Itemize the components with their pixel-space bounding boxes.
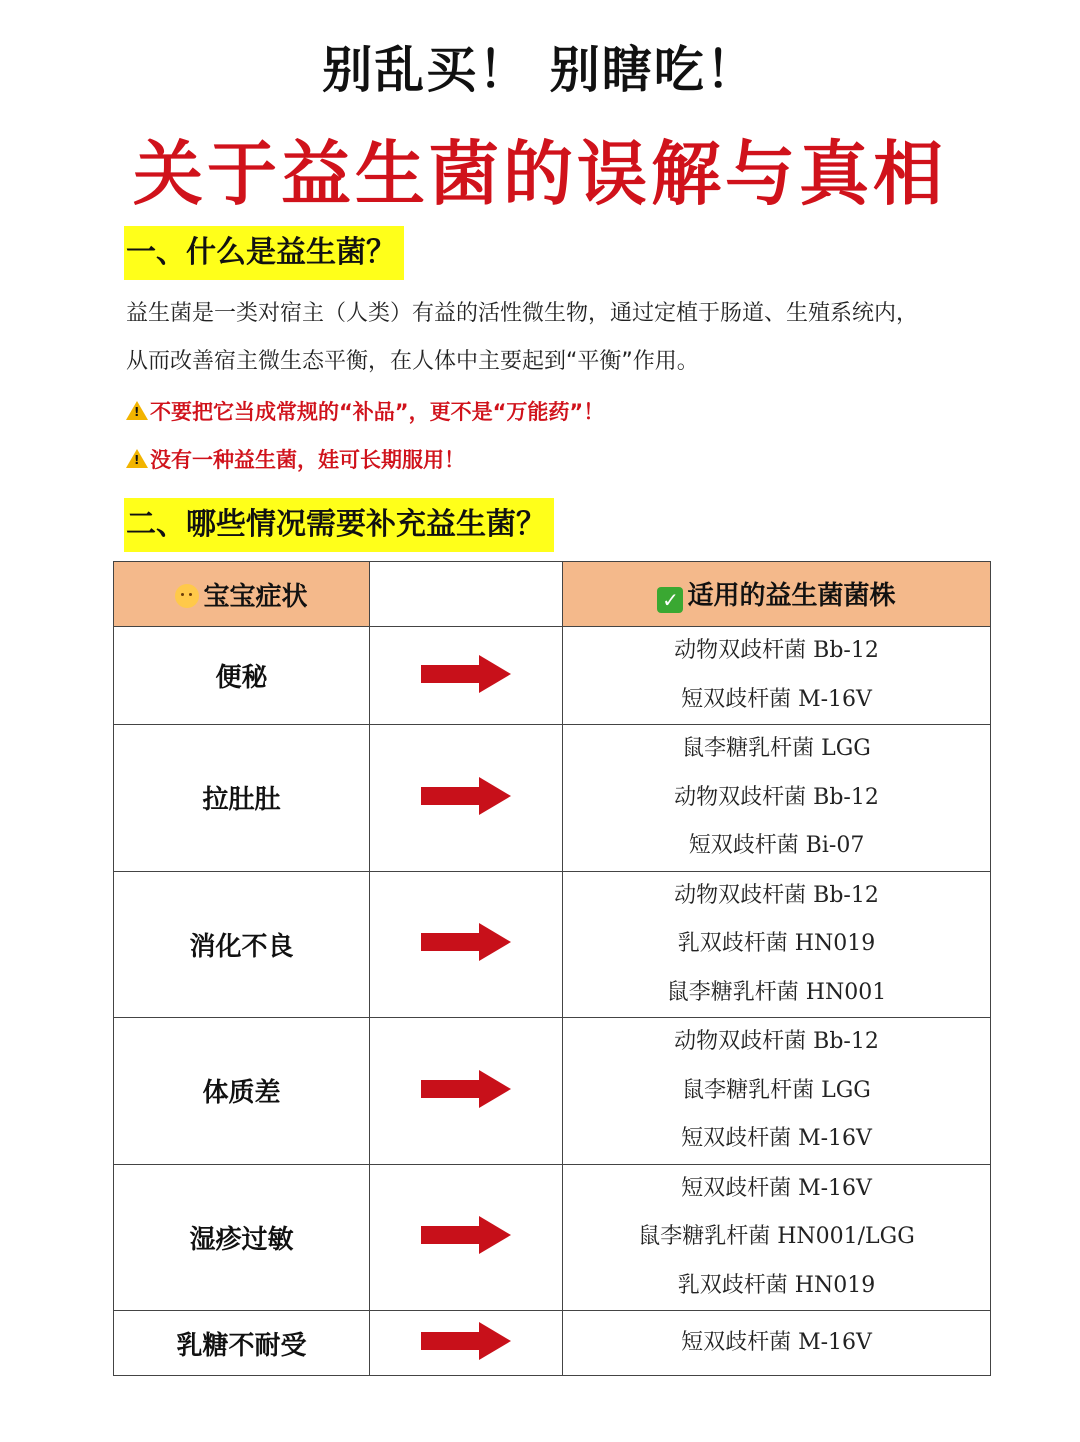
- table-row: [114, 871, 991, 1018]
- arrow-cell: [370, 1018, 563, 1165]
- strain-item: 短双歧杆菌 M-16V: [681, 1175, 872, 1201]
- warning-icon: [126, 401, 148, 420]
- strains-cell: [563, 1164, 991, 1311]
- right-arrow-icon: [421, 777, 511, 815]
- symptom-cell: 便秘: [114, 627, 370, 725]
- symptom-cell: 体质差: [114, 1018, 370, 1165]
- strains-cell: [563, 1311, 991, 1376]
- warning-line-1: [126, 396, 604, 426]
- warning-line-2: [126, 444, 465, 474]
- arrow-cell: [370, 1311, 563, 1376]
- right-arrow-icon: [421, 923, 511, 961]
- arrow-cell: [370, 871, 563, 1018]
- strain-item: 乳双歧杆菌 HN019: [677, 931, 876, 956]
- arrow-cell: [370, 1164, 563, 1311]
- right-arrow-icon: [421, 1216, 511, 1254]
- strain-item: 动物双歧杆菌 Bb-12: [674, 1029, 879, 1054]
- strain-item: 动物双歧杆菌 Bb-12: [674, 784, 879, 810]
- symptom-cell: 湿疹过敏: [114, 1164, 370, 1311]
- definition-line-2: 从而改善宿主微生态平衡，在人体中主要起到“平衡”作用。: [126, 349, 699, 374]
- strain-item: 鼠李糖乳杆菌 LGG: [682, 736, 871, 761]
- strain-item: 乳双歧杆菌 HN019: [677, 1272, 876, 1298]
- right-arrow-icon: [421, 1070, 511, 1108]
- strain-item: 鼠李糖乳杆菌 HN001/LGG: [638, 1224, 915, 1249]
- table-row: [114, 1018, 991, 1165]
- table-row: [114, 627, 991, 725]
- table-row: [114, 1311, 991, 1376]
- symptom-cell: 拉肚肚: [114, 725, 370, 872]
- symptom-cell: 乳糖不耐受: [114, 1311, 370, 1376]
- arrow-cell: [370, 627, 563, 725]
- page-subtitle: 别乱买！ 别瞎吃！: [322, 41, 758, 99]
- warning-text-1: 不要把它当成常规的“补品”，更不是“万能药”！: [150, 400, 605, 424]
- header-strains-cell: [563, 562, 991, 627]
- header-symptom-cell: [114, 562, 370, 627]
- definition-paragraph: [126, 290, 1026, 386]
- strains-cell: [563, 627, 991, 725]
- strains-cell: [563, 725, 991, 872]
- header-strains-label: 适用的益生菌菌株: [687, 581, 896, 611]
- strain-item: 短双歧杆菌 M-16V: [681, 1126, 872, 1151]
- table-row: [114, 1164, 991, 1311]
- warning-text-2: 没有一种益生菌，娃可长期服用！: [150, 448, 465, 472]
- section-heading-when: 二、哪些情况需要补充益生菌？: [124, 498, 554, 552]
- symptom-strain-table: [113, 561, 991, 1376]
- definition-line-1: 益生菌是一类对宿主（人类）有益的活性微生物，通过定植于肠道、生殖系统内，: [126, 301, 919, 326]
- page-title: 关于益生菌的误解与真相: [133, 133, 947, 215]
- strain-item: 动物双歧杆菌 Bb-12: [674, 638, 879, 663]
- strain-item: 鼠李糖乳杆菌 HN001: [666, 979, 887, 1005]
- header-symptom-label: 宝宝症状: [203, 581, 308, 612]
- strains-cell: [563, 871, 991, 1018]
- header-arrow-cell: [370, 562, 563, 627]
- symptom-cell: 消化不良: [114, 871, 370, 1018]
- check-mark-icon: ✓: [657, 587, 683, 613]
- strain-item: 动物双歧杆菌 Bb-12: [674, 882, 879, 908]
- strains-cell: [563, 1018, 991, 1165]
- arrow-cell: [370, 725, 563, 872]
- strain-item: 短双歧杆菌 M-16V: [681, 1329, 872, 1355]
- right-arrow-icon: [421, 655, 511, 693]
- strain-item: 短双歧杆菌 M-16V: [681, 686, 872, 712]
- baby-face-icon: [175, 584, 199, 608]
- strain-item: 短双歧杆菌 Bi-07: [688, 833, 865, 858]
- table-header-row: [114, 562, 991, 627]
- strain-item: 鼠李糖乳杆菌 LGG: [682, 1077, 871, 1103]
- right-arrow-icon: [421, 1322, 511, 1360]
- section-heading-what-is: 一、什么是益生菌？: [124, 226, 404, 280]
- table-row: [114, 725, 991, 872]
- warning-icon: [126, 449, 148, 468]
